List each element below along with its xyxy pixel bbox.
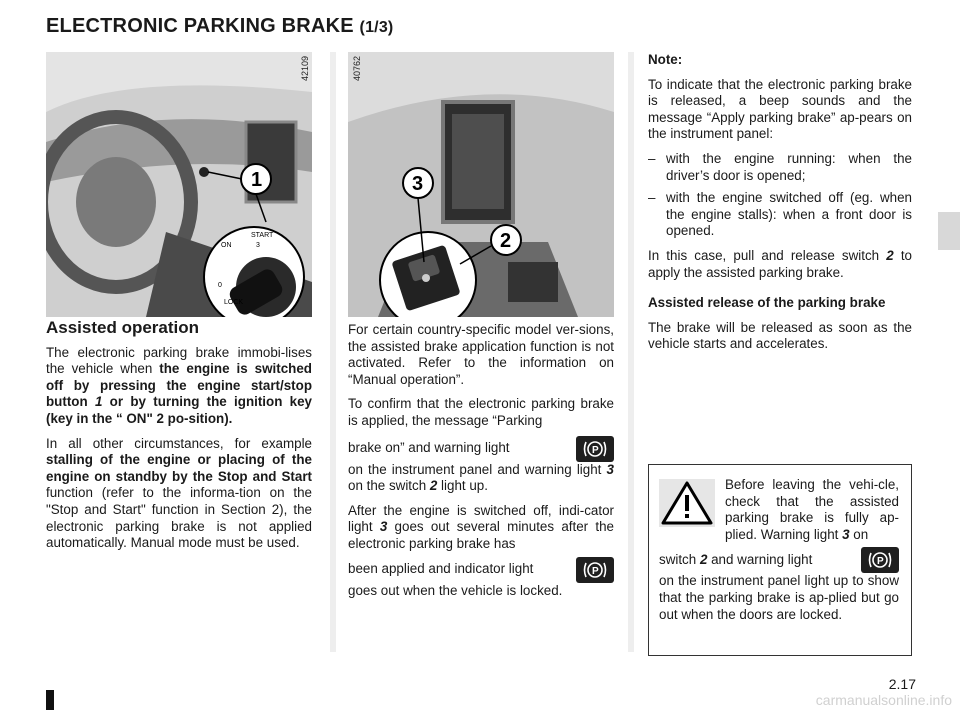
text-run: Before leaving the vehi-cle, check that the assisted parking brake is fully ap-plied. Warning light: [725, 477, 899, 542]
condition-list: [648, 151, 912, 240]
paragraph: The brake will be released as soon as the vehicle starts and accelerates.: [648, 319, 912, 352]
page-title-text: ELECTRONIC PARKING BRAKE: [46, 15, 354, 37]
column-divider: [628, 52, 634, 652]
callout-3: 3: [412, 173, 424, 195]
paragraph: [648, 248, 912, 281]
text-run: been applied and indicator light: [348, 561, 534, 577]
key-label-start: START: [251, 232, 274, 239]
note-title: Note:: [648, 52, 683, 67]
text-run-bold: or by turning the ignition key (key in the “ ON" 2 po-sition).: [46, 394, 313, 426]
parking-brake-switch-photo: [348, 52, 614, 317]
paragraph: [46, 345, 312, 428]
text-run: After the engine is switched off, indi-cator light: [348, 502, 614, 535]
paragraph: For certain country-specific model ver-sions, the assisted brake application function is not activated. Refer to the information on “Manual operation”.: [348, 322, 614, 387]
corner-mark: [46, 690, 54, 710]
text-line: [659, 552, 812, 569]
warning-text: on the instrument panel light up to show that the parking brake is ap-plied but go out when the doors are locked.: [659, 573, 899, 622]
text-run-ref: 3: [379, 519, 388, 535]
paragraph: [46, 436, 312, 552]
text-run-ref: 3: [842, 526, 850, 542]
svg-text:P: P: [877, 556, 884, 568]
photo-reference-number: 42109: [300, 56, 310, 82]
column-divider: [330, 52, 336, 652]
text-run-bold: stalling of the engine or placing of the engine on standby by the Stop and Start: [46, 452, 312, 484]
page-number: 2.17: [888, 676, 916, 692]
callout-2: 2: [500, 230, 512, 252]
text-run: The electronic parking brake immobi-lises the vehicle when: [46, 344, 312, 377]
svg-text:P: P: [592, 565, 599, 577]
page-title-part: (1/3): [359, 19, 394, 36]
photo-reference-number: 40762: [352, 56, 362, 82]
text-run: on the instrument panel and warning light: [348, 461, 607, 477]
text-line-with-lamp: [348, 557, 614, 583]
list-item: – with the engine switched off (eg. when the engine stalls): when a front door is opened.: [648, 190, 912, 240]
text-run: goes out several minutes after the electronic parking brake has: [348, 519, 615, 551]
warning-box: [648, 464, 912, 656]
callout-1: 1: [251, 169, 263, 191]
text-run-ref: 3: [606, 461, 614, 477]
section-heading: Assisted operation: [46, 318, 200, 337]
text-run: and warning light: [707, 552, 813, 568]
page-title: [46, 15, 393, 38]
text-run: to apply the assisted parking brake.: [648, 247, 912, 280]
parking-brake-warning-icon: [576, 436, 614, 462]
paragraph: [348, 462, 614, 495]
text-run: switch: [659, 552, 700, 568]
paragraph: [348, 396, 614, 429]
dashboard-illustration: [46, 52, 312, 317]
ignition-key-photo: [46, 52, 312, 317]
text-run-ref: 2: [886, 247, 894, 263]
text-run: on: [849, 526, 869, 542]
text-run: In all other circumstances, for example: [46, 435, 312, 451]
text-run: In this case, pull and release switch: [648, 247, 887, 263]
key-label-lock: LOCK: [224, 299, 244, 306]
warning-triangle-icon: [659, 479, 715, 527]
text-run-ref: 2: [429, 478, 438, 494]
text-run: function (refer to the informa-tion on the "Stop and Start" function in Section 2), the electronic parking brake is not applied automatically. Manual mode must be used.: [46, 485, 312, 551]
svg-text:P: P: [592, 444, 599, 456]
text-line-with-lamp: [348, 436, 614, 462]
watermark: carmanualsonline.info: [815, 692, 952, 708]
text-run: brake on” and warning light: [348, 440, 510, 456]
key-label-0: 0: [218, 282, 222, 289]
section-tab: [938, 212, 960, 250]
warning-text: [725, 477, 899, 543]
assisted-operation-section: [46, 320, 312, 560]
parking-brake-warning-icon: [861, 547, 899, 573]
note-section: [648, 52, 912, 361]
text-run-ref: 1: [94, 394, 103, 410]
text-run: on the switch: [348, 478, 430, 494]
key-label-on: ON: [221, 242, 232, 249]
subsection-heading: Assisted release of the parking brake: [648, 295, 886, 311]
confirmation-section: [348, 322, 614, 607]
text-line-with-lamp: [659, 547, 899, 573]
text-run-bold: the engine is switched off by pressing the engine start/stop button: [46, 361, 312, 410]
paragraph: goes out when the vehicle is locked.: [348, 582, 563, 598]
parking-brake-warning-icon: [576, 557, 614, 583]
list-item: – with the engine running: when the driver’s door is opened;: [648, 151, 912, 184]
text-run-ref: 2: [699, 552, 708, 568]
console-illustration: [348, 52, 614, 317]
key-label-3: 3: [256, 242, 260, 249]
paragraph: [348, 503, 614, 553]
text-run: To confirm that the electronic parking brake is applied, the message “Parking: [348, 396, 614, 428]
text-run: light up.: [437, 478, 488, 494]
paragraph: To indicate that the electronic parking brake is released, a beep sounds and the message “Apply parking brake” ap-pears on the instrument panel:: [648, 76, 912, 142]
